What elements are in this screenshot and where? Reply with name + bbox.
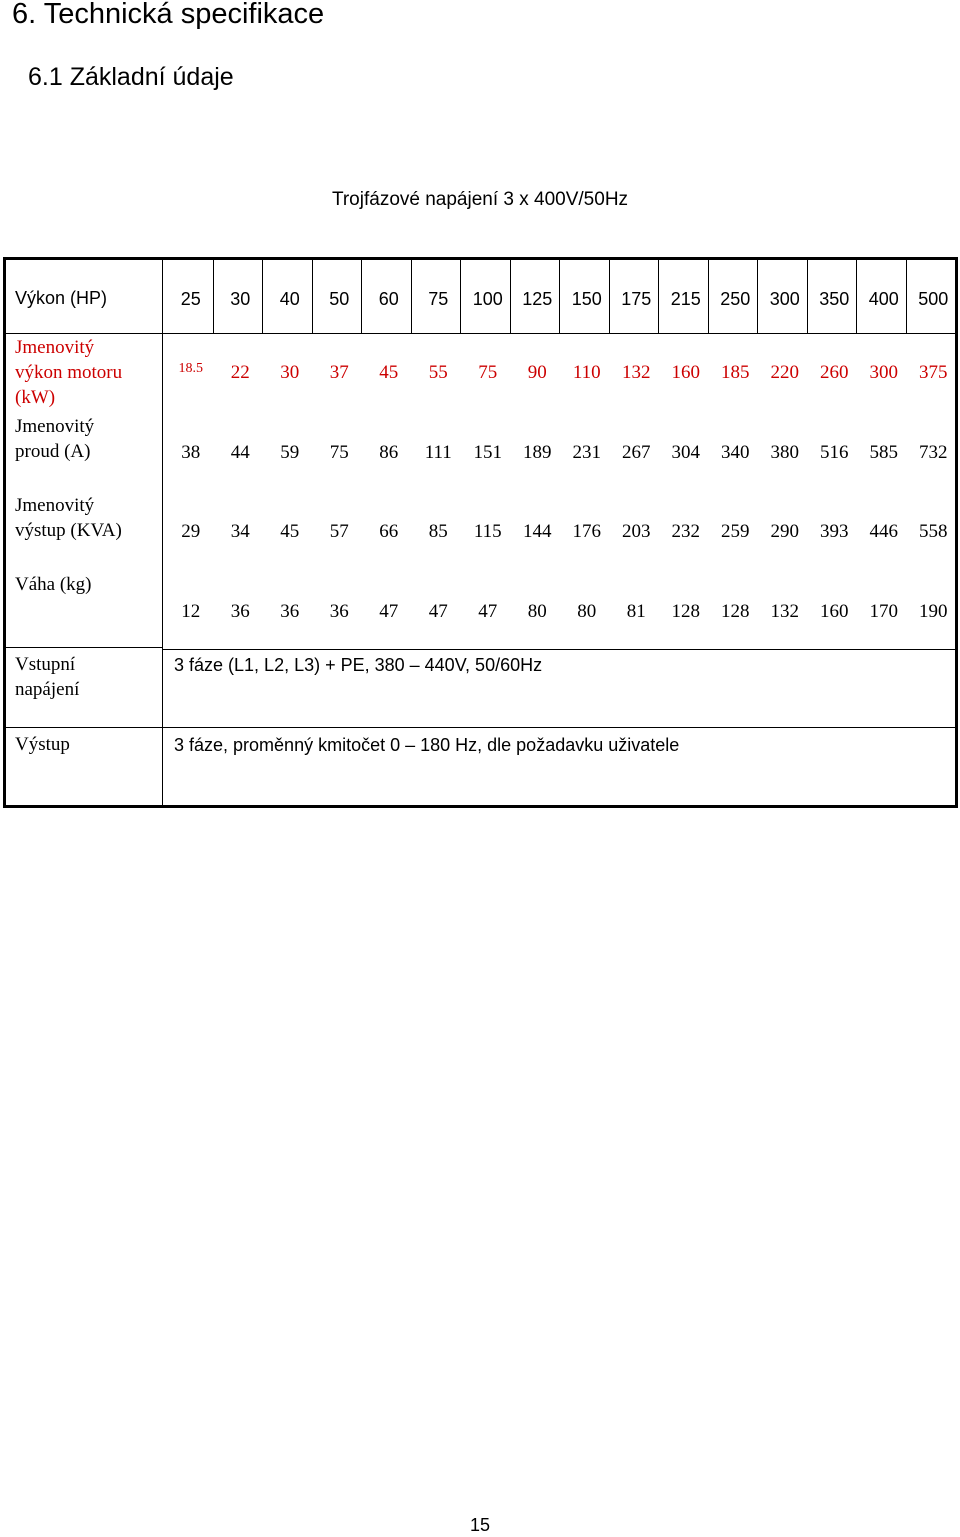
row-kva-values (166, 517, 958, 547)
current-value-4: 75 (329, 442, 349, 463)
kw-value-9: 110 (572, 362, 601, 383)
current-value-5: 86 (379, 442, 399, 463)
label-kva-line-1: Jmenovitý (15, 495, 95, 516)
hp-value-16: 500 (918, 289, 949, 309)
kva-value-2: 34 (230, 521, 250, 542)
kw-value-8: 90 (527, 362, 547, 383)
row-kw-values (166, 358, 958, 388)
current-value-3: 59 (280, 442, 300, 463)
page-number: 15 (469, 1515, 491, 1535)
kva-value-12: 259 (721, 521, 750, 542)
label-kva-line-2: výstup (KVA) (15, 520, 122, 541)
label-current-line-2: proud (A) (15, 441, 91, 462)
kva-value-4: 57 (329, 521, 349, 542)
current-value-10: 267 (622, 442, 651, 463)
kva-value-7: 115 (473, 521, 502, 542)
table-caption: Trojfázové napájení 3 x 400V/50Hz (331, 189, 629, 210)
kva-value-6: 85 (428, 521, 448, 542)
weight-value-5: 47 (379, 601, 399, 622)
label-kva (15, 493, 122, 543)
row-hp-values (166, 284, 958, 314)
kva-value-10: 203 (622, 521, 651, 542)
row-divider-input (162, 649, 955, 650)
kva-value-16: 558 (919, 521, 948, 542)
label-input-line-1: Vstupní (15, 654, 76, 675)
hp-value-6: 75 (428, 289, 449, 309)
row-weight-values (166, 597, 958, 627)
weight-value-7: 47 (478, 601, 498, 622)
current-value-15: 585 (869, 442, 898, 463)
hp-value-14: 350 (819, 289, 850, 309)
weight-value-12: 128 (721, 601, 750, 622)
weight-value-4: 36 (329, 601, 349, 622)
weight-value-1: 12 (181, 601, 201, 622)
weight-value-3: 36 (280, 601, 300, 622)
kva-value-14: 393 (820, 521, 849, 542)
current-value-7: 151 (473, 442, 502, 463)
kva-value-13: 290 (770, 521, 799, 542)
weight-value-16: 190 (919, 601, 948, 622)
weight-value-15: 170 (869, 601, 898, 622)
hp-value-2: 30 (230, 289, 251, 309)
kva-value-11: 232 (671, 521, 700, 542)
hp-value-5: 60 (378, 289, 399, 309)
weight-value-8: 80 (527, 601, 547, 622)
kva-value-3: 45 (280, 521, 300, 542)
label-current-line-1: Jmenovitý (15, 416, 95, 437)
current-value-2: 44 (230, 442, 250, 463)
kw-value-3: 30 (280, 362, 300, 383)
hp-value-4: 50 (329, 289, 350, 309)
kw-value-10: 132 (622, 362, 651, 383)
kw-value-6: 55 (428, 362, 448, 383)
kva-value-5: 66 (379, 521, 399, 542)
weight-value-6: 47 (428, 601, 448, 622)
kw-value-11: 160 (671, 362, 700, 383)
label-weight: Váha (kg) (15, 574, 92, 595)
weight-value-14: 160 (820, 601, 849, 622)
current-value-8: 189 (523, 442, 552, 463)
kva-value-15: 446 (869, 521, 898, 542)
row-divider-output (6, 727, 955, 728)
hp-value-3: 40 (279, 289, 300, 309)
current-value-16: 732 (919, 442, 948, 463)
kw-value-1: 18.5 (178, 361, 203, 376)
label-input (15, 652, 79, 702)
hp-value-8: 125 (522, 289, 553, 309)
kw-value-7: 75 (478, 362, 498, 383)
hp-value-15: 400 (868, 289, 899, 309)
label-kw-line-2: výkon motoru (15, 362, 123, 383)
label-kw (15, 335, 122, 410)
current-value-11: 304 (671, 442, 700, 463)
kw-value-16: 375 (919, 362, 948, 383)
hp-value-7: 100 (472, 289, 503, 309)
label-kw-line-3: (kW) (15, 387, 56, 408)
kw-value-4: 37 (329, 362, 349, 383)
hp-value-11: 215 (670, 289, 701, 309)
label-kw-line-1: Jmenovitý (15, 337, 95, 358)
header-row-divider (6, 333, 955, 334)
weight-value-2: 36 (230, 601, 250, 622)
label-current (15, 414, 94, 464)
kva-value-9: 176 (572, 521, 601, 542)
kw-value-5: 45 (379, 362, 399, 383)
hp-value-1: 25 (180, 289, 201, 309)
current-value-1: 38 (181, 442, 201, 463)
current-value-9: 231 (572, 442, 601, 463)
output-value: 3 fáze, proměnný kmitočet 0 – 180 Hz, dle požadavku uživatele (174, 735, 680, 755)
current-value-13: 380 (770, 442, 799, 463)
label-output: Výstup (15, 734, 70, 755)
kw-value-2: 22 (230, 362, 250, 383)
current-value-12: 340 (721, 442, 750, 463)
kw-value-12: 185 (721, 362, 750, 383)
row-divider-weight (6, 647, 162, 648)
weight-value-10: 81 (626, 601, 646, 622)
label-hp: Výkon (HP) (15, 288, 108, 308)
current-value-6: 111 (424, 442, 452, 463)
label-input-line-2: napájení (15, 679, 80, 700)
hp-value-9: 150 (571, 289, 602, 309)
subsection-heading: 6.1 Základní údaje (28, 63, 234, 91)
kva-value-8: 144 (523, 521, 552, 542)
spec-table (3, 257, 958, 808)
kw-value-13: 220 (770, 362, 799, 383)
hp-value-12: 250 (720, 289, 751, 309)
weight-value-13: 132 (770, 601, 799, 622)
weight-value-11: 128 (671, 601, 700, 622)
kw-value-14: 260 (820, 362, 849, 383)
row-current-values (166, 438, 958, 468)
section-heading: 6. Technická specifikace (12, 0, 325, 30)
hp-value-13: 300 (769, 289, 800, 309)
kva-value-1: 29 (181, 521, 201, 542)
input-supply-value: 3 fáze (L1, L2, L3) + PE, 380 – 440V, 50/60Hz (174, 655, 543, 675)
kw-value-15: 300 (869, 362, 898, 383)
label-column-divider (162, 260, 163, 805)
hp-value-10: 175 (621, 289, 652, 309)
current-value-14: 516 (820, 442, 849, 463)
weight-value-9: 80 (577, 601, 597, 622)
